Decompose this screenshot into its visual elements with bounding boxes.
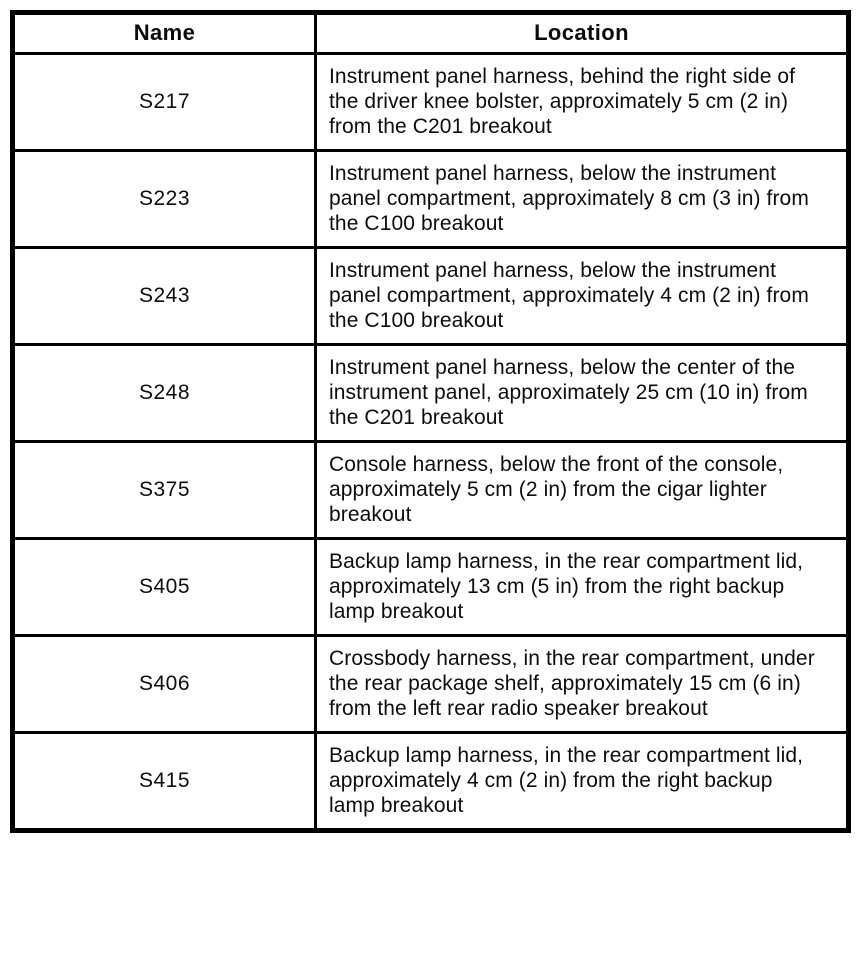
- splice-location-cell: Backup lamp harness, in the rear compartment lid, approximately 13 cm (5 in) from the right backup lamp breakout: [316, 539, 849, 636]
- splice-name-cell: S217: [13, 54, 316, 151]
- splice-name-cell: S405: [13, 539, 316, 636]
- column-header-location: Location: [316, 13, 849, 54]
- splice-location-table: [10, 10, 851, 833]
- splice-name-cell: S406: [13, 636, 316, 733]
- table-row: [13, 151, 849, 248]
- table-row: [13, 733, 849, 831]
- table-row: [13, 636, 849, 733]
- splice-location-cell: Backup lamp harness, in the rear compartment lid, approximately 4 cm (2 in) from the right backup lamp breakout: [316, 733, 849, 831]
- table-row: [13, 248, 849, 345]
- column-header-name: Name: [13, 13, 316, 54]
- splice-name-cell: S415: [13, 733, 316, 831]
- table-row: [13, 442, 849, 539]
- splice-name-cell: S248: [13, 345, 316, 442]
- splice-name-cell: S375: [13, 442, 316, 539]
- header-row: [13, 13, 849, 54]
- splice-location-cell: Instrument panel harness, below the center of the instrument panel, approximately 25 cm (10 in) from the C201 breakout: [316, 345, 849, 442]
- splice-location-cell: Instrument panel harness, below the instrument panel compartment, approximately 4 cm (2 in) from the C100 breakout: [316, 248, 849, 345]
- splice-location-cell: Console harness, below the front of the console, approximately 5 cm (2 in) from the cigar lighter breakout: [316, 442, 849, 539]
- splice-location-cell: Instrument panel harness, below the instrument panel compartment, approximately 8 cm (3 in) from the C100 breakout: [316, 151, 849, 248]
- splice-name-cell: S243: [13, 248, 316, 345]
- table-row: [13, 54, 849, 151]
- splice-location-cell: Instrument panel harness, behind the right side of the driver knee bolster, approximately 5 cm (2 in) from the C201 breakout: [316, 54, 849, 151]
- splice-name-cell: S223: [13, 151, 316, 248]
- table-row: [13, 345, 849, 442]
- table-row: [13, 539, 849, 636]
- table-body: [13, 54, 849, 831]
- document-page: [10, 10, 848, 833]
- splice-location-cell: Crossbody harness, in the rear compartment, under the rear package shelf, approximately 15 cm (6 in) from the left rear radio speaker breakout: [316, 636, 849, 733]
